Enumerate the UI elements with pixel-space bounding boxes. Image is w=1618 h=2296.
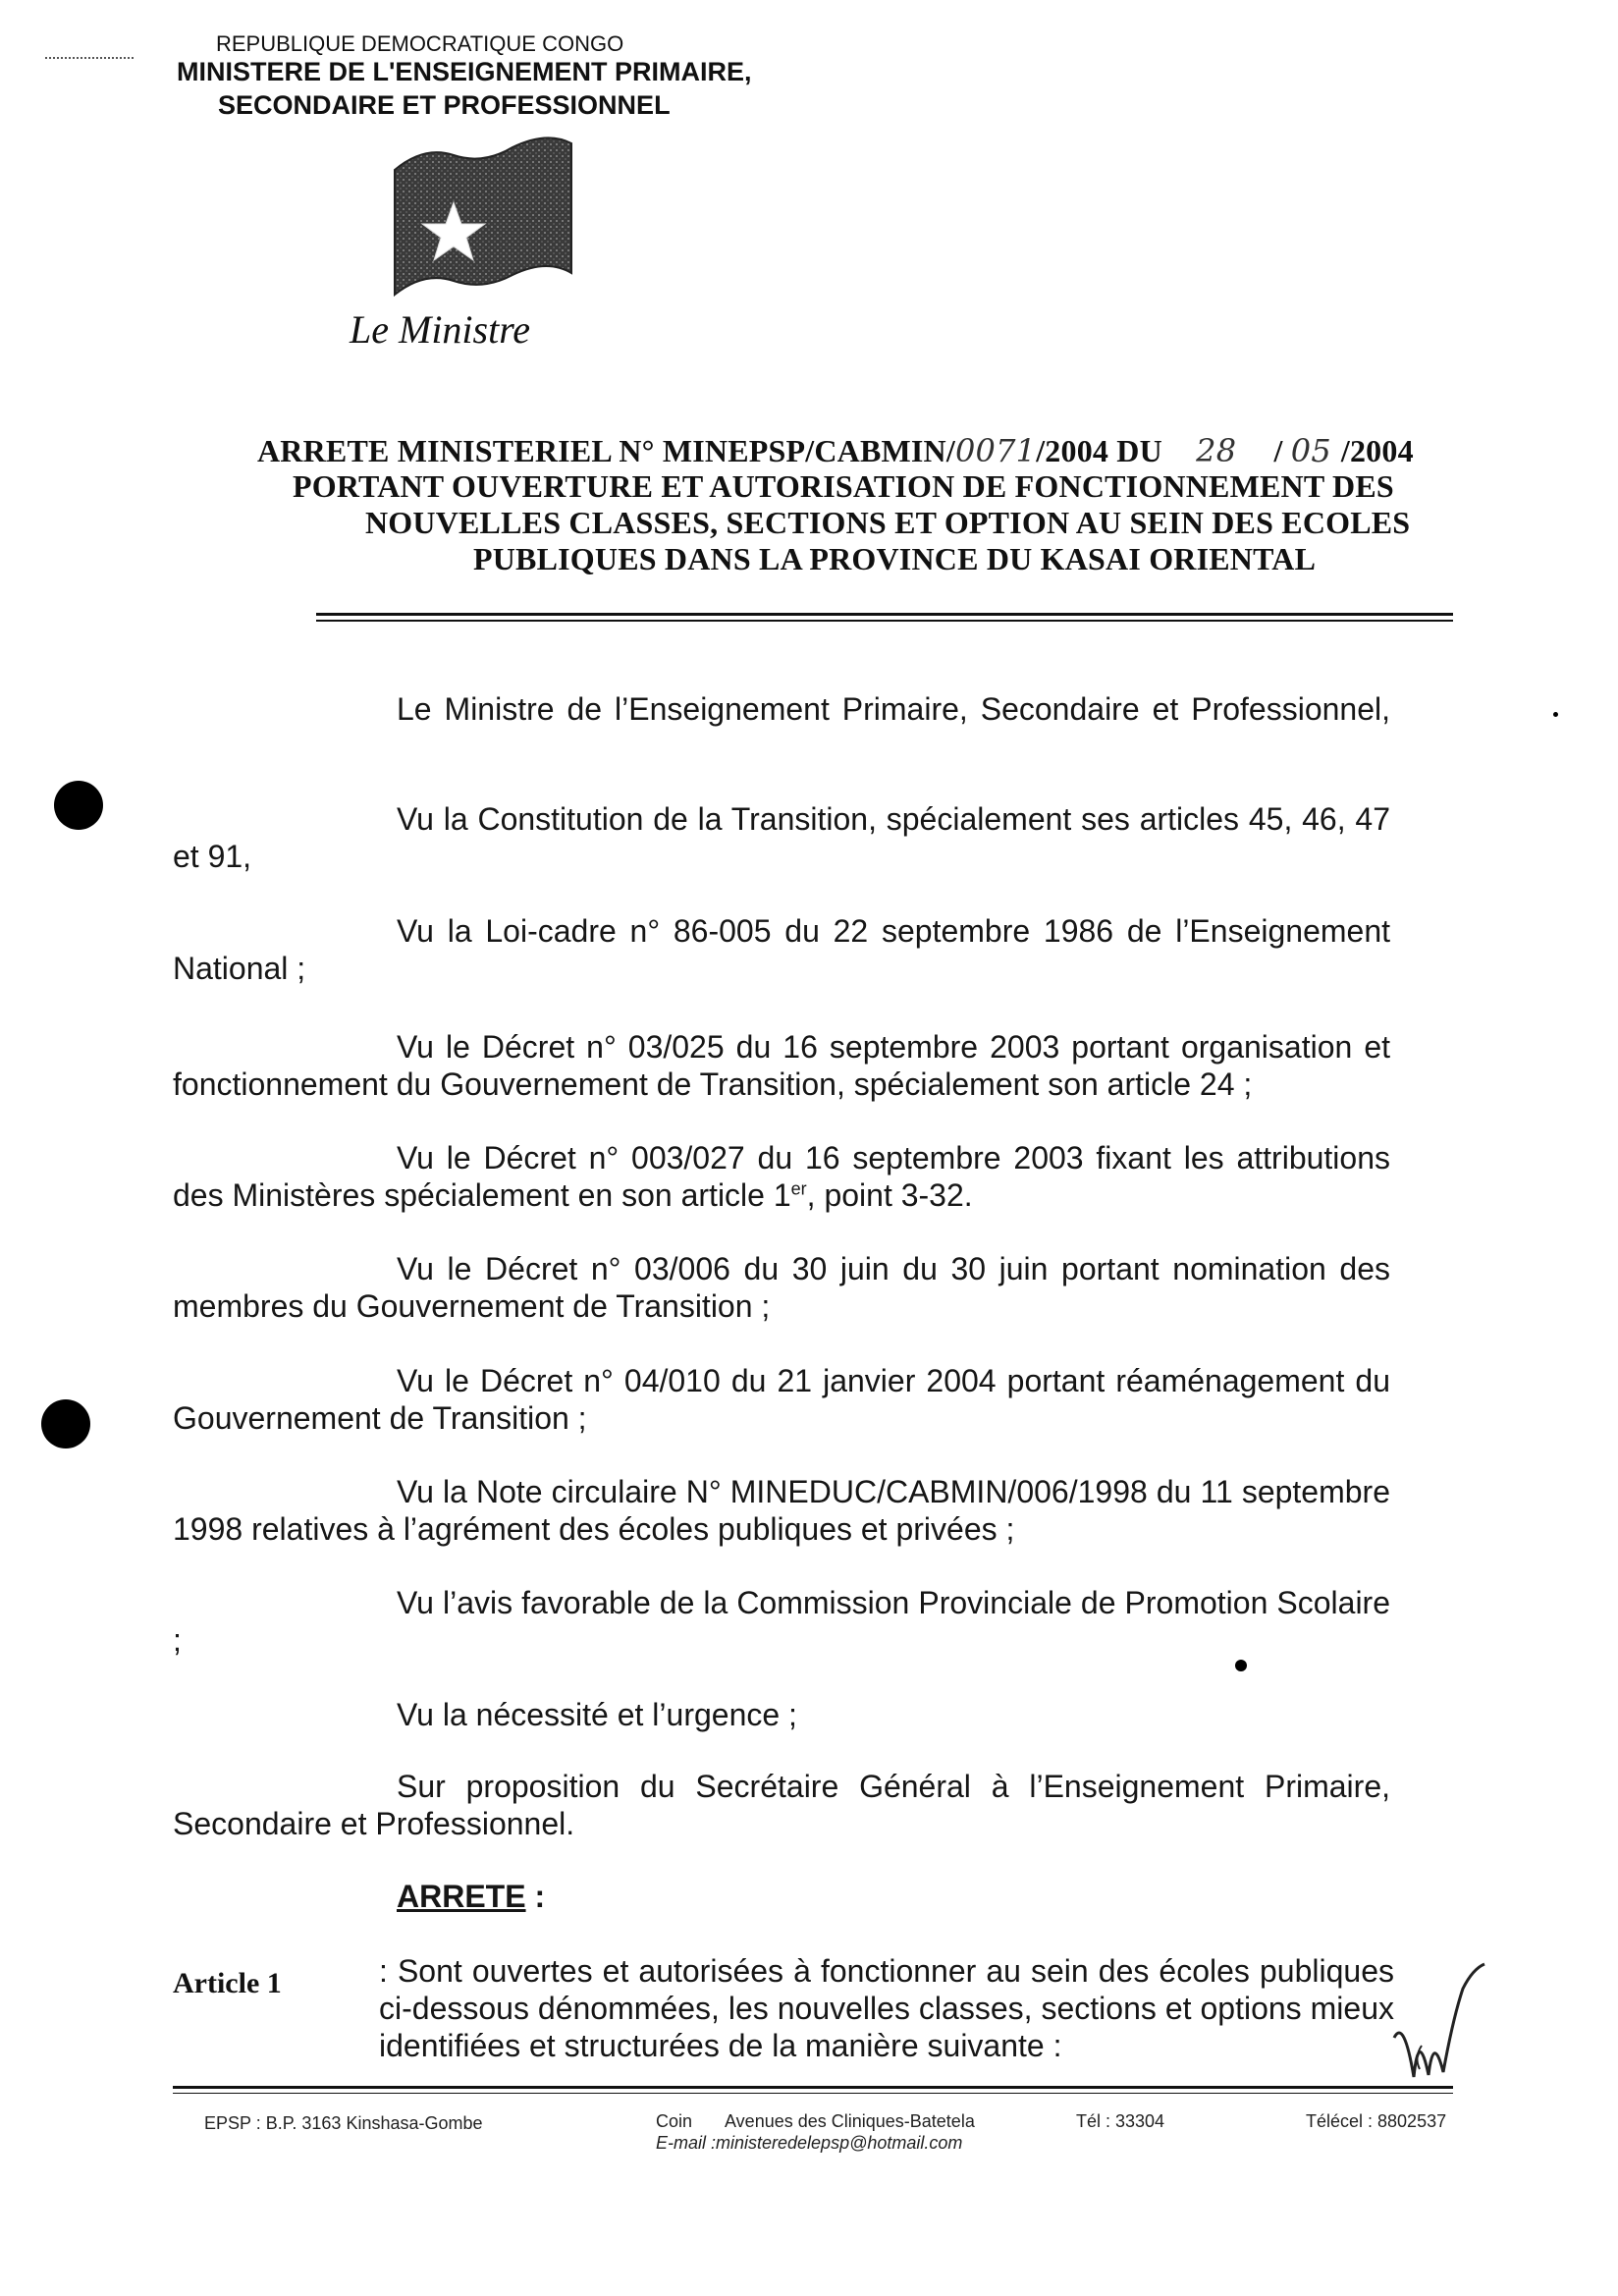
footer-po-box: EPSP : B.P. 3163 Kinshasa-Gombe (204, 2113, 483, 2133)
p5-superscript: er (790, 1178, 807, 1199)
decree-year-du: /2004 DU (1036, 433, 1162, 468)
arrete-colon: : (525, 1879, 546, 1914)
footer-tel: Tél : 33304 (1076, 2111, 1165, 2131)
paragraph-proposition: Sur proposition du Secrétaire Général à l’Enseignement Primaire, Secondaire et Professionnel. (173, 1769, 1390, 1841)
paragraph-decret-003-027 (173, 1139, 1390, 1214)
footer-divider-thin (173, 2093, 1453, 2094)
ministry-name-line1: MINISTERE DE L'ENSEIGNEMENT PRIMAIRE, (177, 57, 752, 86)
scan-speck (1235, 1660, 1247, 1671)
article1-text: : Sont ouvertes et autorisées à fonctionner au sein des écoles publiques ci-dessous dénommées, les nouvelles classes, sections et options mieux identifiées et structurées de la manière suivante : (379, 1953, 1394, 2063)
footer-avenues: Avenues des Cliniques-Batetela (725, 2111, 975, 2131)
republic-name: REPUBLIQUE DEMOCRATIQUE CONGO (216, 31, 624, 56)
decree-reference (257, 432, 1414, 469)
arrete-heading (397, 1878, 545, 1915)
p5-text-a: Vu le Décret n° 003/027 du 16 septembre 2003 fixant les attributions des Ministères spécialement en son article 1 (173, 1140, 1390, 1213)
paragraph-note-circulaire: Vu la Note circulaire N° MINEDUC/CABMIN/006/1998 du 11 septembre 1998 relatives à l’agrément des écoles publiques et privées ; (173, 1474, 1390, 1547)
footer-email: E-mail :ministeredelepsp@hotmail.com (656, 2133, 963, 2153)
footer-coin: Coin (656, 2111, 693, 2131)
handwritten-initials (1375, 1959, 1492, 2097)
paragraph-minister: Le Ministre de l’Enseignement Primaire, Secondaire et Professionnel, (397, 691, 1390, 727)
scan-marks-top-left (45, 57, 134, 61)
paragraph-constitution: Vu la Constitution de la Transition, spécialement ses articles 45, 46, 47 et 91, (173, 801, 1390, 874)
title-divider-thin (316, 620, 1453, 622)
paragraph-loi-cadre: Vu la Loi-cadre n° 86-005 du 22 septembre 1986 de l’Enseignement National ; (173, 913, 1390, 986)
decree-year-end: /2004 (1340, 433, 1414, 468)
decree-ref-prefix: ARRETE MINISTERIEL N° MINEPSP/CABMIN/ (257, 433, 955, 468)
title-divider (316, 613, 1453, 616)
punch-hole-top (54, 781, 103, 830)
decree-month-handwritten: 05 (1290, 432, 1331, 469)
p5-text-b: , point 3-32. (806, 1177, 973, 1213)
national-emblem-flag (385, 126, 581, 312)
decree-subject-line1: PORTANT OUVERTURE ET AUTORISATION DE FONCTIONNEMENT DES (293, 468, 1394, 504)
decree-subject-line3: PUBLIQUES DANS LA PROVINCE DU KASAI ORIENTAL (473, 541, 1317, 576)
footer-divider (173, 2086, 1453, 2089)
arrete-heading-word: ARRETE (397, 1879, 526, 1914)
decree-subject-line2: NOUVELLES CLASSES, SECTIONS ET OPTION AU SEIN DES ECOLES (365, 505, 1411, 540)
footer-telecel: Télécel : 8802537 (1306, 2111, 1447, 2131)
paragraph-decret-04-010: Vu le Décret n° 04/010 du 21 janvier 2004 portant réaménagement du Gouvernement de Transition ; (173, 1363, 1390, 1436)
signature-title: Le Ministre (350, 307, 531, 352)
paragraph-urgence: Vu la nécessité et l’urgence ; (397, 1697, 797, 1732)
paragraph-commission: Vu l’avis favorable de la Commission Provinciale de Promotion Scolaire ; (173, 1585, 1390, 1658)
date-separator: / (1273, 433, 1283, 468)
paragraph-decret-03-006: Vu le Décret n° 03/006 du 30 juin du 30 juin portant nomination des membres du Gouvernement de Transition ; (173, 1251, 1390, 1324)
scan-speck-small (1553, 712, 1558, 717)
decree-number-handwritten: 0071 (954, 432, 1037, 469)
paragraph-decret-03-025: Vu le Décret n° 03/025 du 16 septembre 2003 portant organisation et fonctionnement du Gouvernement de Transition, spécialement son article 24 ; (173, 1029, 1390, 1102)
ministry-name-line2: SECONDAIRE ET PROFESSIONNEL (218, 90, 671, 120)
punch-hole-bottom (41, 1399, 90, 1449)
decree-day-handwritten: 28 (1196, 432, 1237, 469)
article1-label: Article 1 (173, 1967, 282, 1999)
